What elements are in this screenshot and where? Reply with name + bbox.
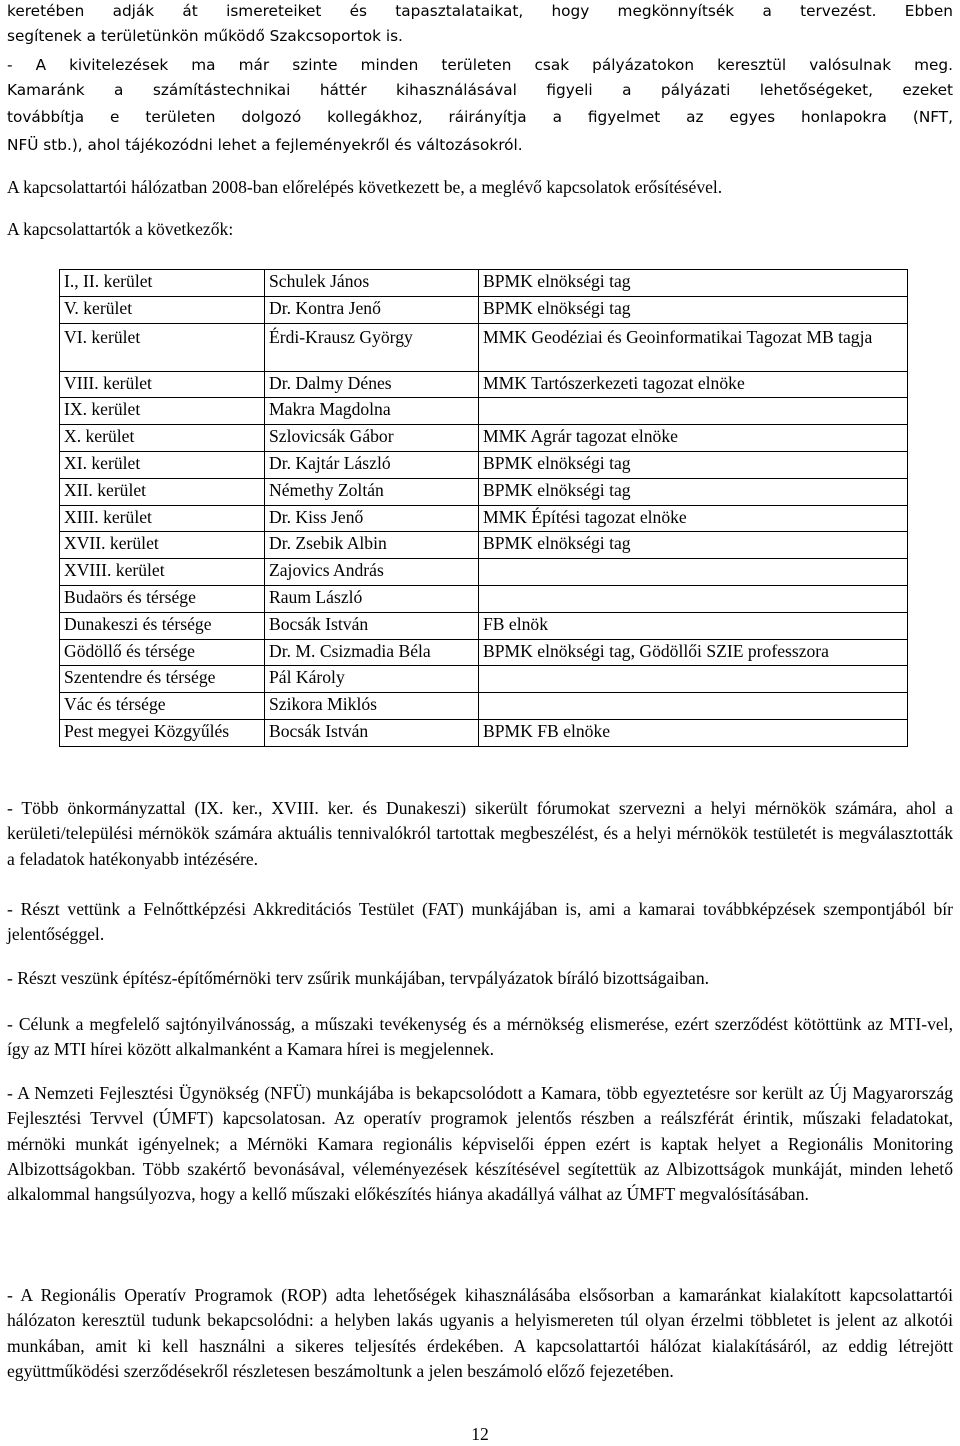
area-cell: I., II. kerület — [60, 270, 265, 297]
role-cell — [479, 693, 908, 720]
name-cell: Schulek János — [265, 270, 479, 297]
network-progress-text: A kapcsolattartói hálózatban 2008-ban előrelépés következett be, a meglévő kapcsolatok erősítésével. — [7, 177, 723, 197]
text-line: Kamaránk a számítástechnikai háttér kihasználásával figyeli a pályázati lehetőségeket, ezeket — [7, 81, 953, 99]
name-cell: Bocsák István — [265, 719, 479, 746]
text-line: NFÜ stb.), ahol tájékozódni lehet a fejleményekről és változásokról. — [7, 136, 523, 154]
name-cell: Némethy Zoltán — [265, 478, 479, 505]
text-line: - A kivitelezések ma már szinte minden területen csak pályázatokon keresztül valósulnak meg. — [7, 56, 953, 74]
area-cell: Pest megyei Közgyűlés — [60, 719, 265, 746]
paragraph-juries: - Részt veszünk építész-építőmérnöki terv zsűrik munkájában, tervpályázatok bíráló bizottságaiban. — [7, 968, 710, 988]
table-row — [60, 425, 908, 452]
table-row — [60, 451, 908, 478]
role-cell — [479, 585, 908, 612]
table-row — [60, 693, 908, 720]
area-cell: XVII. kerület — [60, 532, 265, 559]
table-row — [60, 612, 908, 639]
text-line: keretében adják át ismereteiket és tapasztalataikat, hogy megkönnyítsék a tervezést. Ebben — [7, 2, 953, 20]
area-cell: V. kerület — [60, 296, 265, 323]
name-cell: Érdi-Krausz György — [265, 323, 479, 371]
name-cell: Dr. Dalmy Dénes — [265, 371, 479, 398]
role-cell — [479, 398, 908, 425]
role-cell: BPMK elnökségi tag — [479, 296, 908, 323]
role-cell: BPMK elnökségi tag — [479, 270, 908, 297]
page-number: 12 — [471, 1424, 489, 1444]
table-row — [60, 296, 908, 323]
table-row — [60, 270, 908, 297]
name-cell: Bocsák István — [265, 612, 479, 639]
role-cell: MMK Építési tagozat elnöke — [479, 505, 908, 532]
paragraph-rop: - A Regionális Operatív Programok (ROP) adta lehetőségek kihasználásába elsősorban a kamaránkat kialakított kapcsolattartói hálózaton keresztül tudunk bekapcsolódni: a helyben lakás ugyanis a helyismereten túl olyan érzelmi többletet is jelent az alkotói munkában, amit ki kell használni a sikeres teljesítés érdekében. A kapcsolattartói hálózat kialakításáról, az eddig létrejött együttműködési szerződésekről részletesen beszámoltunk a jelen beszámoló előző fejezetében. — [7, 1285, 953, 1381]
role-cell: BPMK elnökségi tag, Gödöllői SZIE professzora — [479, 639, 908, 666]
area-cell: Dunakeszi és térsége — [60, 612, 265, 639]
paragraph-forums: - Több önkormányzattal (IX. ker., XVIII. ker. és Dunakeszi) sikerült fórumokat szervezni a helyi mérnökök számára, ahol a kerületi/települési mérnökök számára aktuális tennivalókról tartottak megbeszélést, és a helyi mérnökök testületét is megválasztották a feladatok hatékonyabb intézésére. — [7, 798, 953, 869]
name-cell: Szikora Miklós — [265, 693, 479, 720]
role-cell: BPMK FB elnöke — [479, 719, 908, 746]
role-cell: MMK Tartószerkezeti tagozat elnöke — [479, 371, 908, 398]
paragraph-mti: - Célunk a megfelelő sajtónyilvánosság, a műszaki tevékenység és a mérnökség elismerése, ezért szerződést kötöttünk az MTI-vel, így az MTI hírei között alkalmanként a Kamara hírei is megjelennek. — [7, 1014, 953, 1060]
name-cell: Makra Magdolna — [265, 398, 479, 425]
name-cell: Zajovics András — [265, 559, 479, 586]
name-cell: Szlovicsák Gábor — [265, 425, 479, 452]
role-cell: FB elnök — [479, 612, 908, 639]
table-row — [60, 505, 908, 532]
role-cell: BPMK elnökségi tag — [479, 451, 908, 478]
role-cell: MMK Agrár tagozat elnöke — [479, 425, 908, 452]
area-cell: IX. kerület — [60, 398, 265, 425]
area-cell: Vác és térsége — [60, 693, 265, 720]
role-cell — [479, 666, 908, 693]
table-row — [60, 478, 908, 505]
role-cell: BPMK elnökségi tag — [479, 478, 908, 505]
area-cell: VI. kerület — [60, 323, 265, 371]
table-row — [60, 532, 908, 559]
table-row — [60, 559, 908, 586]
name-cell: Dr. Kajtár László — [265, 451, 479, 478]
paragraph-fat: - Részt vettünk a Felnőttképzési Akkreditációs Testület (FAT) munkájában is, ami a kamarai továbbképzések szempontjából bír jelentőséggel. — [7, 899, 953, 945]
area-cell: XII. kerület — [60, 478, 265, 505]
name-cell: Raum László — [265, 585, 479, 612]
table-row — [60, 719, 908, 746]
name-cell: Dr. M. Csizmadia Béla — [265, 639, 479, 666]
area-cell: Szentendre és térsége — [60, 666, 265, 693]
area-cell: Budaörs és térsége — [60, 585, 265, 612]
contacts-table — [59, 269, 908, 747]
role-cell — [479, 559, 908, 586]
area-cell: VIII. kerület — [60, 371, 265, 398]
role-cell: MMK Geodéziai és Geoinformatikai Tagozat MB tagja — [479, 323, 908, 371]
area-cell: XVIII. kerület — [60, 559, 265, 586]
table-row — [60, 398, 908, 425]
name-cell: Dr. Kontra Jenő — [265, 296, 479, 323]
role-cell: BPMK elnökségi tag — [479, 532, 908, 559]
area-cell: X. kerület — [60, 425, 265, 452]
table-row — [60, 666, 908, 693]
text-line: továbbítja e területen dolgozó kollegákhoz, ráirányítja a figyelmet az egyes honlapokra (NFT, — [7, 108, 953, 126]
table-row — [60, 323, 908, 371]
contacts-heading: A kapcsolattartók a következők: — [7, 219, 234, 239]
table-row — [60, 371, 908, 398]
name-cell: Dr. Kiss Jenő — [265, 505, 479, 532]
name-cell: Dr. Zsebik Albin — [265, 532, 479, 559]
area-cell: Gödöllő és térsége — [60, 639, 265, 666]
table-row — [60, 639, 908, 666]
paragraph-nfu: - A Nemzeti Fejlesztési Ügynökség (NFÜ) munkájába is bekapcsolódott a Kamara, több egyeztetésre sor került az Új Magyarország Fejlesztési Tervvel (ÚMFT) kapcsolatosan. Az operatív programok jelentős részben a reálszférát érintik, műszaki feladatokat, mérnöki munkát igényelnek; a Mérnöki Kamara regionális képviselői éppen ezért is kaptak helyet a Regionális Monitoring Albizottságokban. Több szakértő bevonásával, véleményezések készítésével segítettük az Albizottságok munkáját, minden lehető alkalommal hangsúlyozva, hogy a kellő műszaki előkészítés hiánya akadállyá válhat az ÚMFT megvalósításában. — [7, 1083, 953, 1205]
name-cell: Pál Károly — [265, 666, 479, 693]
area-cell: XI. kerület — [60, 451, 265, 478]
table-row — [60, 585, 908, 612]
text-line: segítenek a területünkön működő Szakcsoportok is. — [7, 27, 403, 45]
area-cell: XIII. kerület — [60, 505, 265, 532]
